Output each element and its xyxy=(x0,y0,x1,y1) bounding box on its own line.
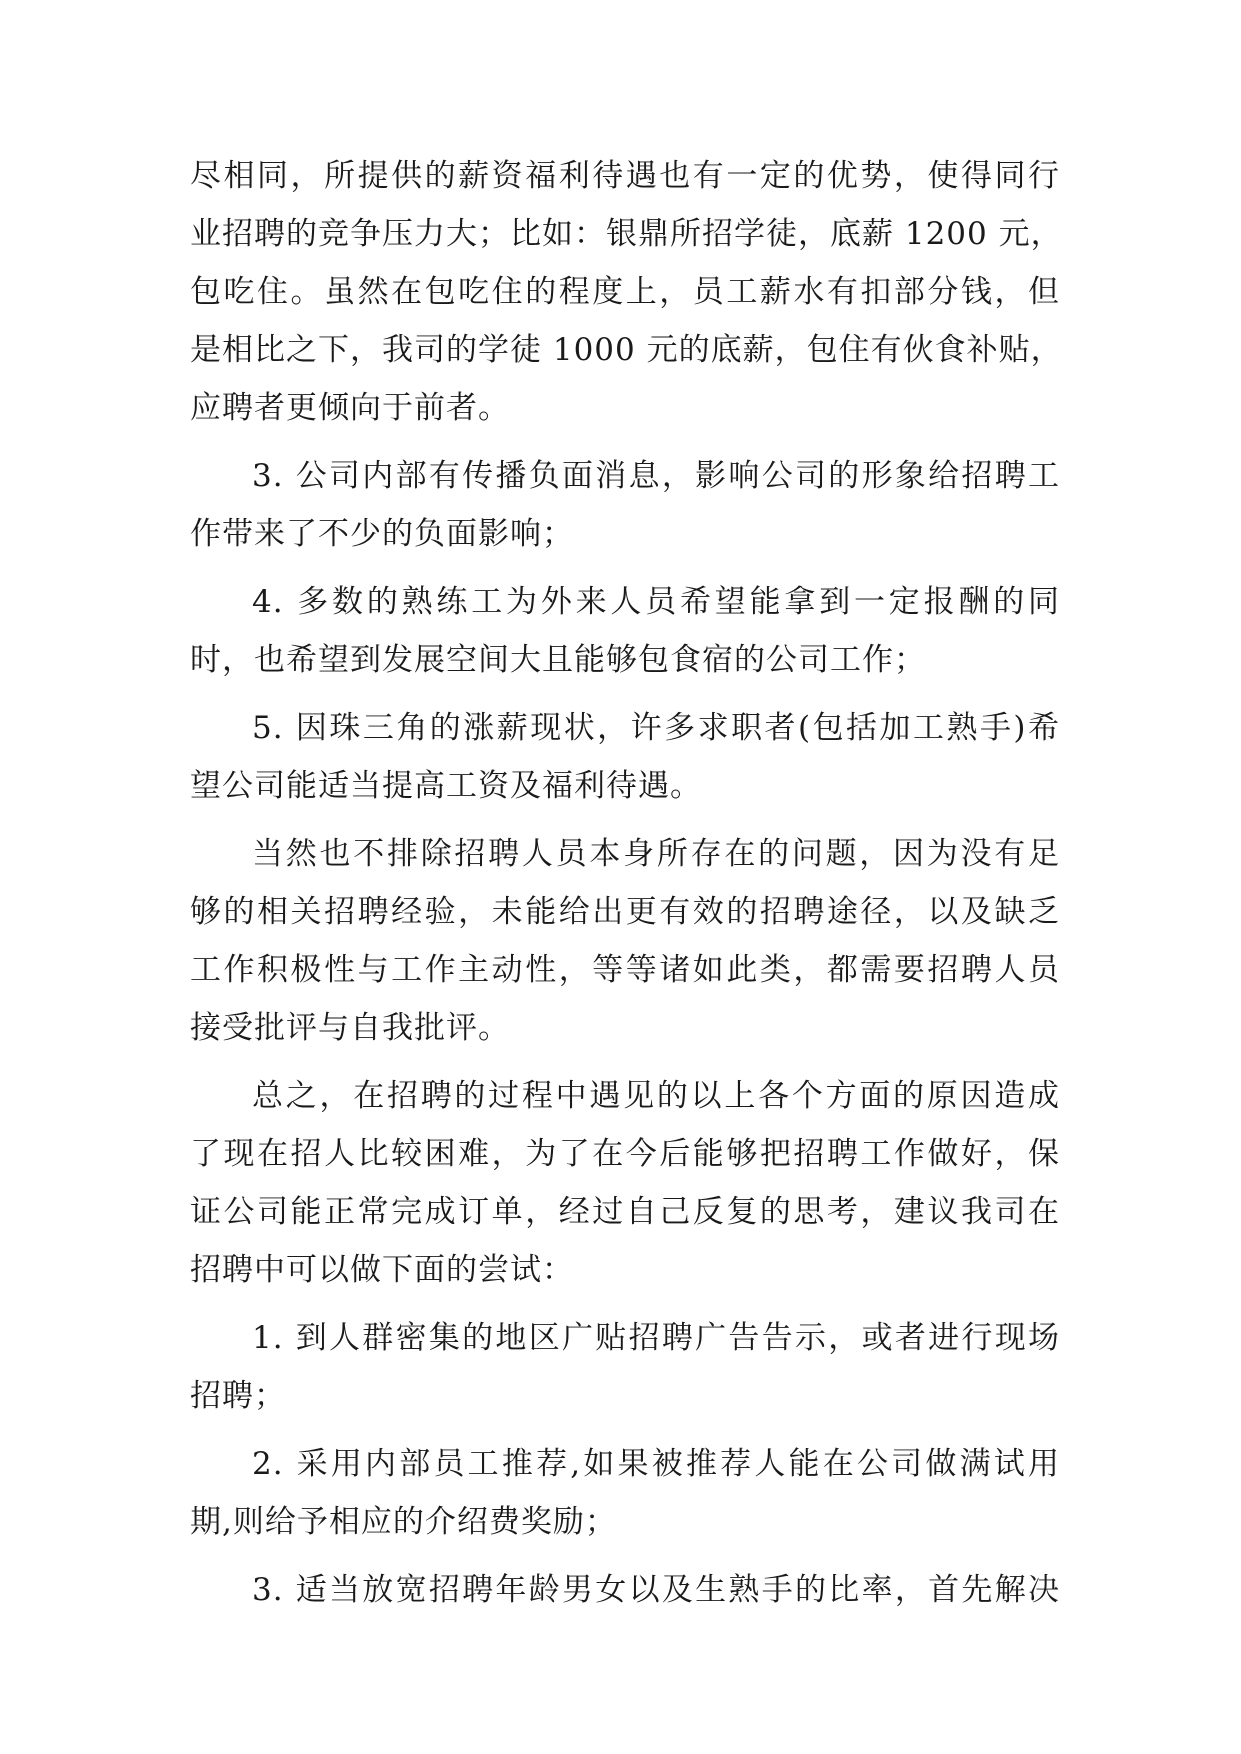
text-line: 够的相关招聘经验，未能给出更有效的招聘途径，以及缺乏 xyxy=(190,894,1060,930)
paragraph-continuation xyxy=(190,147,1063,437)
text-line: 是相比之下，我司的学徒 1000 元的底薪，包住有伙食补贴， xyxy=(190,332,1063,368)
text-line: 3. 公司内部有传播负面消息，影响公司的形象给招聘工 xyxy=(252,458,1060,494)
text-line: 工作积极性与工作主动性，等等诸如此类，都需要招聘人员 xyxy=(190,952,1060,988)
text-line: 5. 因珠三角的涨薪现状，许多求职者(包括加工熟手)希 xyxy=(252,710,1060,746)
paragraph-item-4 xyxy=(190,573,1060,689)
text-line: 当然也不排除招聘人员本身所存在的问题，因为没有足 xyxy=(252,836,1060,872)
paragraph-item-3 xyxy=(190,447,1060,563)
text-line: 3. 适当放宽招聘年龄男女以及生熟手的比率，首先解决 xyxy=(252,1572,1060,1608)
text-line: 4. 多数的熟练工为外来人员希望能拿到一定报酬的同 xyxy=(252,584,1060,620)
text-line: 总之，在招聘的过程中遇见的以上各个方面的原因造成 xyxy=(252,1078,1060,1114)
text-line: 接受批评与自我批评。 xyxy=(190,1010,510,1046)
paragraph-suggestion-1 xyxy=(190,1309,1060,1425)
paragraph-suggestion-2 xyxy=(190,1435,1060,1551)
paragraph-item-5 xyxy=(190,699,1060,815)
text-line: 招聘中可以做下面的尝试： xyxy=(190,1252,574,1288)
text-line: 望公司能适当提高工资及福利待遇。 xyxy=(190,768,702,804)
text-line: 业招聘的竞争压力大；比如：银鼎所招学徒，底薪 1200 元， xyxy=(190,216,1063,252)
paragraph-recruiters xyxy=(190,825,1060,1057)
text-line: 了现在招人比较困难，为了在今后能够把招聘工作做好，保 xyxy=(190,1136,1060,1172)
text-line: 2. 采用内部员工推荐,如果被推荐人能在公司做满试用 xyxy=(252,1446,1060,1482)
text-line: 招聘； xyxy=(190,1378,286,1414)
text-line: 包吃住。虽然在包吃住的程度上，员工薪水有扣部分钱，但 xyxy=(190,274,1060,310)
text-line: 证公司能正常完成订单，经过自己反复的思考，建议我司在 xyxy=(190,1194,1060,1230)
text-line: 尽相同，所提供的薪资福利待遇也有一定的优势，使得同行 xyxy=(190,158,1060,194)
text-line: 作带来了不少的负面影响； xyxy=(190,516,574,552)
text-line: 应聘者更倾向于前者。 xyxy=(190,390,510,426)
text-line: 期,则给予相应的介绍费奖励； xyxy=(190,1504,617,1540)
text-line: 1. 到人群密集的地区广贴招聘广告告示，或者进行现场 xyxy=(252,1320,1060,1356)
paragraph-summary xyxy=(190,1067,1060,1299)
paragraph-suggestion-3 xyxy=(190,1561,1060,1619)
text-line: 时，也希望到发展空间大且能够包食宿的公司工作； xyxy=(190,642,926,678)
body-text xyxy=(190,147,1063,1619)
